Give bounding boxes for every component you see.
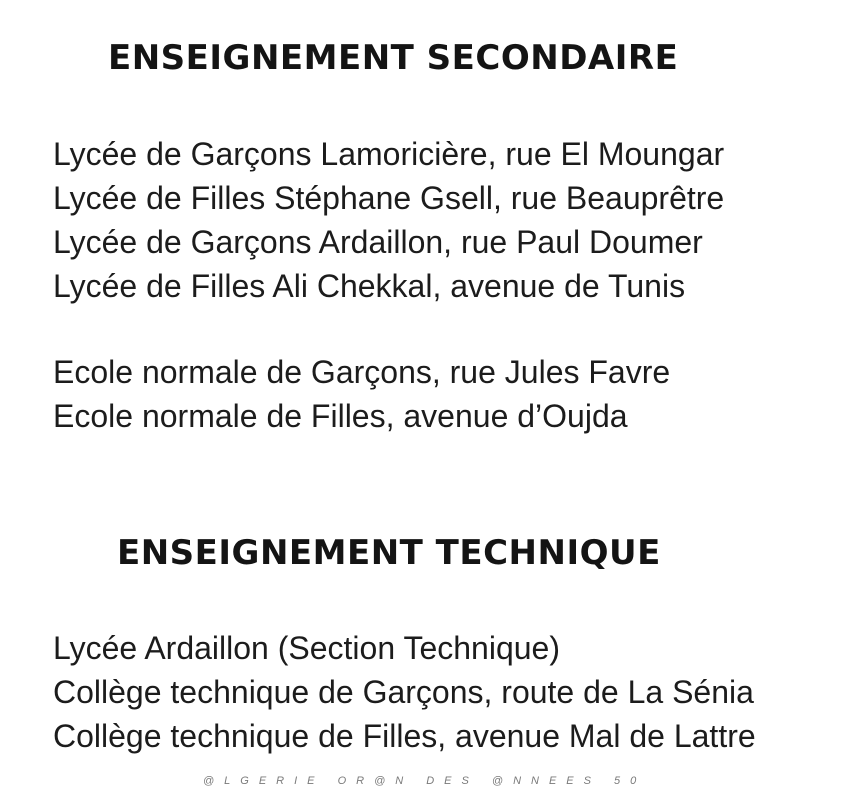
list-item: Lycée de Garçons Lamoricière, rue El Moungar [53,136,725,172]
list-item: Lycée Ardaillon (Section Technique) [53,630,560,666]
watermark-footer: @LGERIE OR@N DES @NNEES 50 [203,775,647,787]
ecoles-normales-list [53,350,670,438]
list-item: Collège technique de Filles, avenue Mal de Lattre [53,718,756,754]
list-item: Lycée de Filles Stéphane Gsell, rue Beauprêtre [53,180,725,216]
list-item: Ecole normale de Filles, avenue d’Oujda [53,398,628,434]
list-item: Lycée de Garçons Ardaillon, rue Paul Doumer [53,224,703,260]
lycees-list [53,132,724,308]
list-item: Lycée de Filles Ali Chekkal, avenue de Tunis [53,268,686,304]
list-item: Ecole normale de Garçons, rue Jules Favre [53,354,671,390]
technique-list [53,626,756,758]
section-title-secondaire: ENSEIGNEMENT SECONDAIRE [108,38,679,78]
list-item: Collège technique de Garçons, route de La Sénia [53,674,754,710]
section-title-technique: ENSEIGNEMENT TECHNIQUE [117,533,661,573]
